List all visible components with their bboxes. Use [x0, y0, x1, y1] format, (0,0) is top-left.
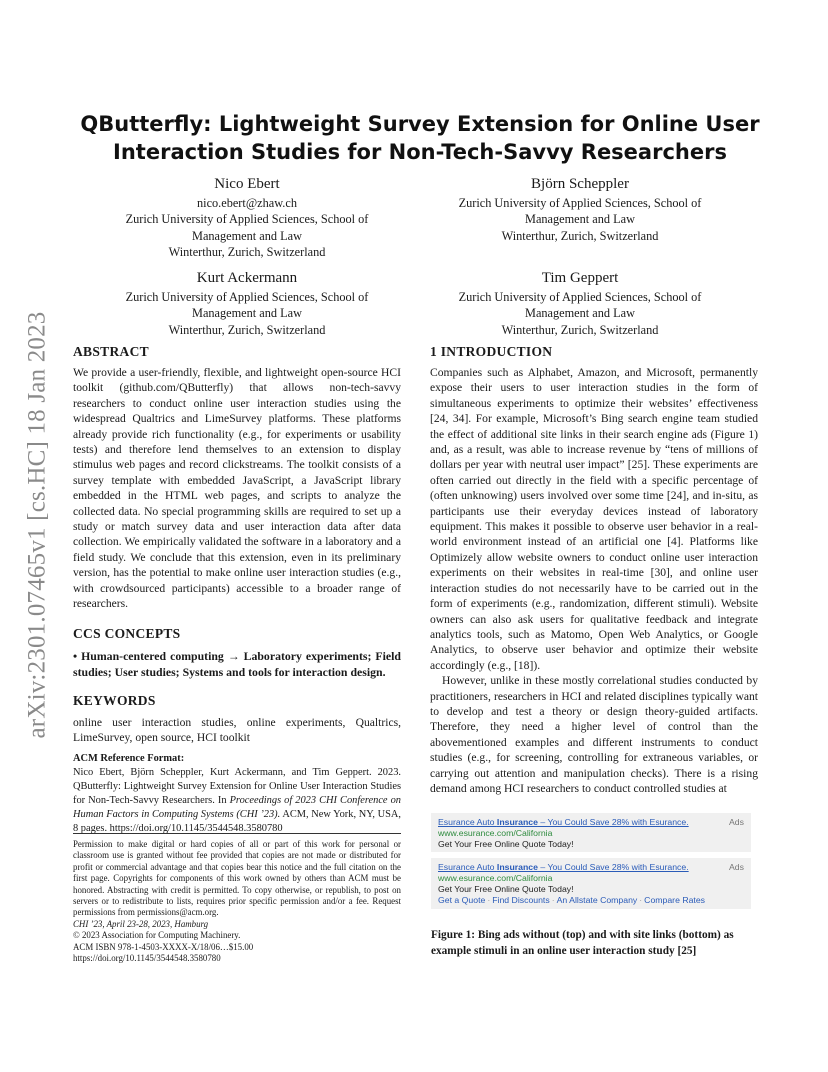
ads-label: Ads	[729, 862, 744, 873]
venue-text: CHI ’23, April 23-28, 2023, Hamburg	[73, 918, 209, 929]
figure-1-ads	[431, 813, 751, 909]
permission-text: Permission to make digital or hard copies of all or part of this work for personal or classroom use is granted without fee provided that copies are not made or distributed for profit or commercial advantage and that copies bear this notice and the full citation on the first page. Copyrights for components of this work owned by others than ACM must be honored. Abstracting with credit is permitted. To copy otherwise, or republish, to post on servers or to redistribute to lists, requires prior specific permission and/or a fee. Request permissions from permissions@acm.org.	[73, 839, 401, 918]
author-affiliation: Management and Law	[525, 212, 635, 227]
permission-notice	[73, 833, 401, 964]
arxiv-stamp	[22, 290, 52, 760]
arxiv-stamp-text: arXiv:2301.07465v1 [cs.HC] 18 Jan 2023	[23, 311, 50, 739]
author-block-1	[82, 174, 412, 260]
ad-url: www.esurance.com/California	[438, 827, 553, 838]
sitelink-allstate-company[interactable]: An Allstate Company	[556, 894, 638, 905]
acm-reference-part: Nico Ebert, Björn Scheppler, Kurt Ackermann, and Tim Geppert. 2023. QButterfly: Lightweight Survey Extension for Online User Interaction Studies for Non-Tech-Savvy Researchers. In	[73, 767, 401, 807]
ccs-text: • Human-centered computing → Laboratory experiments; Field studies; User studies; Systems and tools for interaction design.	[73, 648, 401, 679]
author-email: nico.ebert@zhaw.ch	[197, 196, 297, 210]
keywords-text: online user interaction studies, online experiments, Qualtrics, LimeSurvey, open source, HCI toolkit	[73, 715, 401, 744]
author-location: Winterthur, Zurich, Switzerland	[168, 244, 326, 259]
ad-with-sitelinks	[431, 858, 751, 908]
author-block-3	[82, 268, 412, 338]
acm-reference-part: ACM, New York, NY, USA, 8 pages. https://doi.org/10.1145/3544548.3580780	[73, 809, 401, 835]
acm-reference-heading: ACM Reference Format:	[73, 753, 185, 765]
sitelink-get-a-quote[interactable]: Get a Quote	[438, 894, 486, 905]
author-name: Tim Geppert	[541, 270, 619, 286]
author-location: Winterthur, Zurich, Switzerland	[168, 322, 326, 337]
ads-label: Ads	[729, 817, 744, 827]
ad-sitelinks: Get a Quote · Find Discounts · An Allstate Company · Compare Rates	[438, 894, 706, 905]
doi: https://doi.org/10.1145/3544548.3580780	[73, 953, 221, 964]
sitelink-compare-rates[interactable]: Compare Rates	[644, 894, 706, 905]
isbn: ACM ISBN 978-1-4503-XXXX-X/18/06…$15.00	[73, 941, 254, 952]
author-affiliation: Zurich University of Applied Sciences, School of	[458, 290, 702, 304]
acm-reference-text	[73, 766, 401, 836]
author-location: Winterthur, Zurich, Switzerland	[501, 228, 659, 243]
abstract-text: We provide a user-friendly, flexible, and lightweight open-source HCI toolkit (github.com/QButterfly) that allows non-tech-savvy researchers to conduct online user interaction studies using the widespread Qualtrics and LimeSurvey platforms. These platforms already provide rich functionality (e.g., for experiments or usability tests) and therefore lend themselves to an extension to display stimulus web pages and record clickstreams. The toolkit consists of a survey template with embedded JavaScript, a JavaScript library embedded in the HTML web pages, and scripts to analyze the collected data. No special programming skills are required to set up a study or match survey data and user interaction data after data collection. We empirically validated the software in a laboratory and a field study. We conclude that this extension, even in its preliminary version, has the potential to make online user interaction studies (e.g., with crowdsourced participants) accessible to a broader range of researchers.	[73, 366, 401, 611]
ad-description: Get Your Free Online Quote Today!	[438, 883, 574, 894]
author-affiliation: Zurich University of Applied Sciences, School of	[458, 196, 702, 210]
author-location: Winterthur, Zurich, Switzerland	[501, 322, 659, 337]
left-column	[73, 343, 401, 836]
keywords-heading: KEYWORDS	[73, 692, 156, 708]
author-name: Björn Scheppler	[531, 176, 629, 192]
author-affiliation: Management and Law	[525, 306, 635, 321]
ad-description: Get Your Free Online Quote Today!	[438, 838, 574, 849]
author-name: Kurt Ackermann	[196, 270, 298, 286]
author-affiliation: Zurich University of Applied Sciences, School of	[125, 212, 369, 227]
copyright: © 2023 Association for Computing Machinery.	[73, 930, 241, 941]
acm-reference-proceedings: Proceedings of 2023 CHI Conference on Human Factors in Computing Systems (CHI ’23).	[73, 795, 401, 821]
ccs-heading: CCS CONCEPTS	[73, 625, 181, 641]
abstract-heading: ABSTRACT	[73, 344, 149, 359]
introduction-heading: 1 INTRODUCTION	[430, 344, 553, 359]
author-affiliation: Zurich University of Applied Sciences, School of	[125, 290, 369, 304]
paper-title: QButterfly: Lightweight Survey Extension for Online User Interaction Studies for Non-Tech-Savvy Researchers	[80, 112, 760, 164]
author-affiliation: Management and Law	[192, 306, 302, 321]
ad-url: www.esurance.com/California	[438, 873, 553, 884]
figure-1-caption: Figure 1: Bing ads without (top) and with site links (bottom) as example stimuli in an online user interaction study [25]	[431, 929, 734, 957]
intro-paragraph-2: However, unlike in these mostly correlational studies conducted by practitioners, researchers in HCI and related disciplines typically want to develop and test a theory or design theory-guided artifacts. Therefore, they need a higher level of control than the abovementioned examples and different instruments to conduct studies (e.g., for screening, controlling for extraneous variables, or carrying out attention and manipulation checks). There is a rising demand among HCI researchers to conduct controlled studies at	[430, 674, 758, 795]
ad-title-link[interactable]: Esurance Auto Insurance – You Could Save 28% with Esurance.	[438, 862, 689, 873]
ad-without-sitelinks	[431, 813, 751, 852]
right-column	[430, 343, 758, 796]
sitelink-find-discounts[interactable]: Find Discounts	[492, 894, 550, 905]
author-block-2	[415, 174, 745, 244]
intro-paragraph-1: Companies such as Alphabet, Amazon, and Microsoft, permanently expose their users to user interaction studies in the form of simultaneous experiments to optimize their websites’ effectiveness [24, 34]. For example, Microsoft’s Bing search engine team studied the effect of additional site links in their search engine ads (Figure 1) and, as a result, was able to increase revenue by “tens of millions of dollars per year with neutral user impact” [25]. These experiments are often carried out directly in the field with a specific percentage of (often unknowing) users involved over some time [24], and in-situ, as participants use their everyday devices instead of laboratory equipment. This makes it possible to observe user behavior in a real-world environment instead of an artificial one [4]. Platforms like Optimizely allow website owners to conduct online user interaction experiments on their websites in real-time [30], and online user interaction studies do not necessarily have to be carried out in the form of experiments (e.g., randomization, different stimuli). Website owners can also ask users for qualitative feedback and integrate analytics tools, such as Matomo, Open Web Analytics, or Google Analytics, to observe user behavior and optimize their website accordingly (e.g., [18]).	[430, 366, 758, 672]
ad-title-link[interactable]: Esurance Auto Insurance – You Could Save 28% with Esurance.	[438, 817, 689, 827]
author-affiliation: Management and Law	[192, 228, 302, 243]
venue	[73, 919, 401, 930]
author-block-4	[415, 268, 745, 338]
author-name: Nico Ebert	[214, 176, 280, 192]
